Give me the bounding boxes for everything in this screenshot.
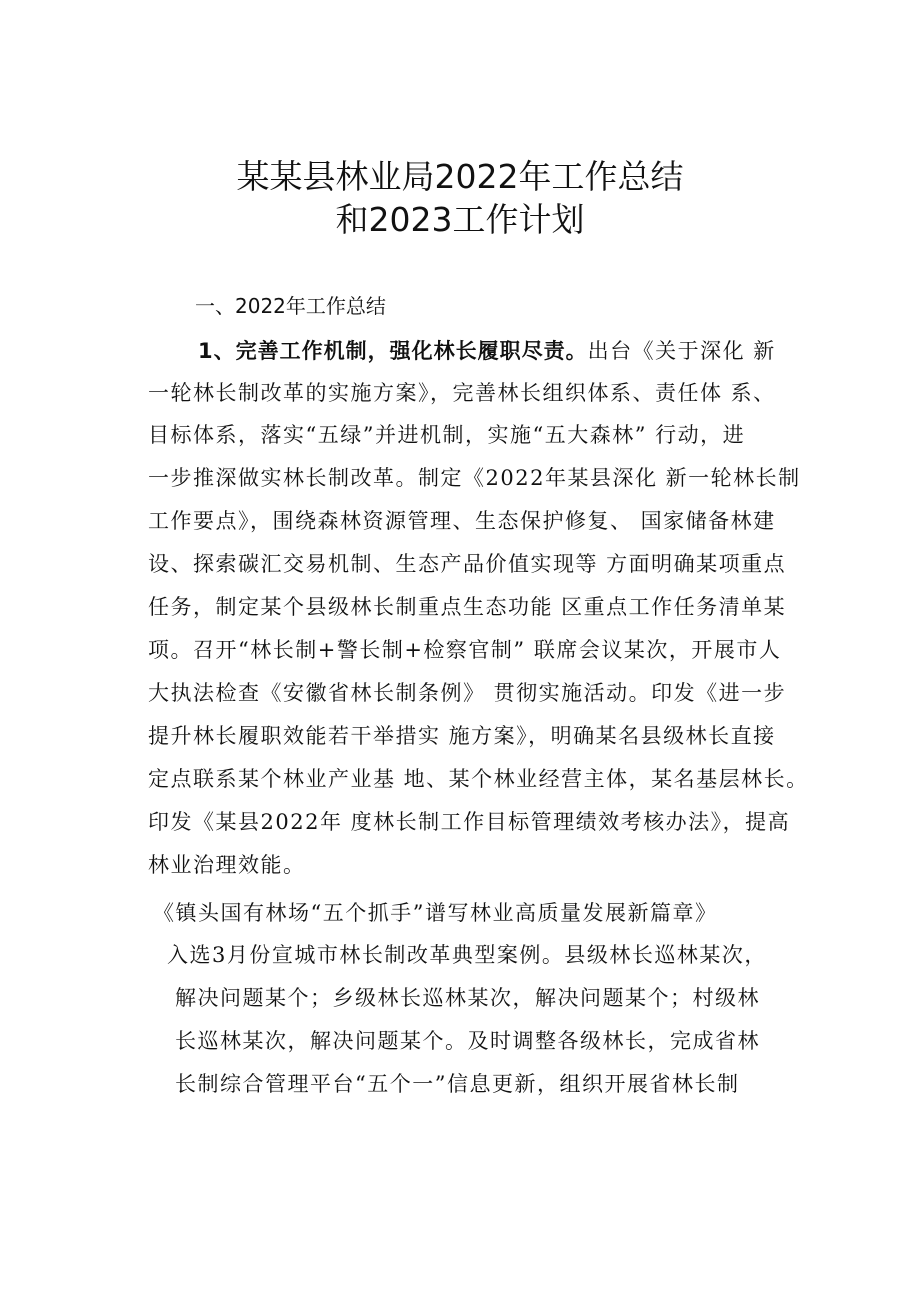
paragraph-1-line-5: 工作要点》，围绕森林资源管理、生态保护修复、 国家储备林建 <box>148 509 776 533</box>
paragraph-1-line-1-text: 出台《关于深化 新 <box>587 339 776 363</box>
paragraph-2-line-2: 入选3月份宣城市林长制改革典型案例。县级林长巡林某次， <box>167 943 767 967</box>
paragraph-1-line-10: 提升林长履职效能若干举措实 施方案》，明确某名县级林长直接 <box>148 724 776 748</box>
paragraph-1-line-9: 大执法检查《安徽省林长制条例》 贯彻实施活动。印发《进一步 <box>148 681 787 705</box>
paragraph-1-line-1 <box>198 336 776 366</box>
paragraph-2-line-5: 长制综合管理平台“五个一”信息更新，组织开展省林长制 <box>175 1072 740 1096</box>
paragraph-2-line-1: 《镇头国有林场“五个抓手”谱写林业高质量发展新篇章》 <box>153 901 718 925</box>
paragraph-1-line-6: 设、探索碳汇交易机制、生态产品价值实现等 方面明确某项重点 <box>148 552 787 576</box>
paragraph-2-line-4: 长巡林某次，解决问题某个。及时调整各级林长，完成省林 <box>175 1029 760 1053</box>
document-title-line-2: 和2023工作计划 <box>335 200 585 239</box>
paragraph-2-line-3: 解决问题某个；乡级林长巡林某次，解决问题某个；村级林 <box>175 986 760 1010</box>
paragraph-1-line-7: 任务，制定某个县级林长制重点生态功能 区重点工作任务清单某 <box>148 595 787 619</box>
paragraph-1-line-13: 林业治理效能。 <box>148 853 306 877</box>
section-heading: 一、2022年工作总结 <box>195 294 386 318</box>
paragraph-1-line-11: 定点联系某个林业产业基 地、某个林业经营主体，某名基层林长。 <box>148 767 809 791</box>
paragraph-1-line-4: 一步推深做实林长制改革。制定《2022年某县深化 新一轮林长制 <box>148 466 801 490</box>
paragraph-1-lead: 1、完善工作机制，强化林长履职尽责。 <box>198 339 588 363</box>
document-title-line-1: 某某县林业局2022年工作总结 <box>236 157 684 196</box>
paragraph-1-line-2: 一轮林长制改革的实施方案》，完善林长组织体系、责任体 系、 <box>148 381 776 405</box>
paragraph-1-line-12: 印发《某县2022年 度林长制工作目标管理绩效考核办法》，提高 <box>148 810 791 834</box>
paragraph-1-line-3: 目标体系，落实“五绿”并进机制，实施“五大森林” 行动，进 <box>148 423 746 447</box>
paragraph-1-line-8: 项。召开“林长制+警长制+检察官制” 联席会议某次，开展市人 <box>148 638 782 662</box>
